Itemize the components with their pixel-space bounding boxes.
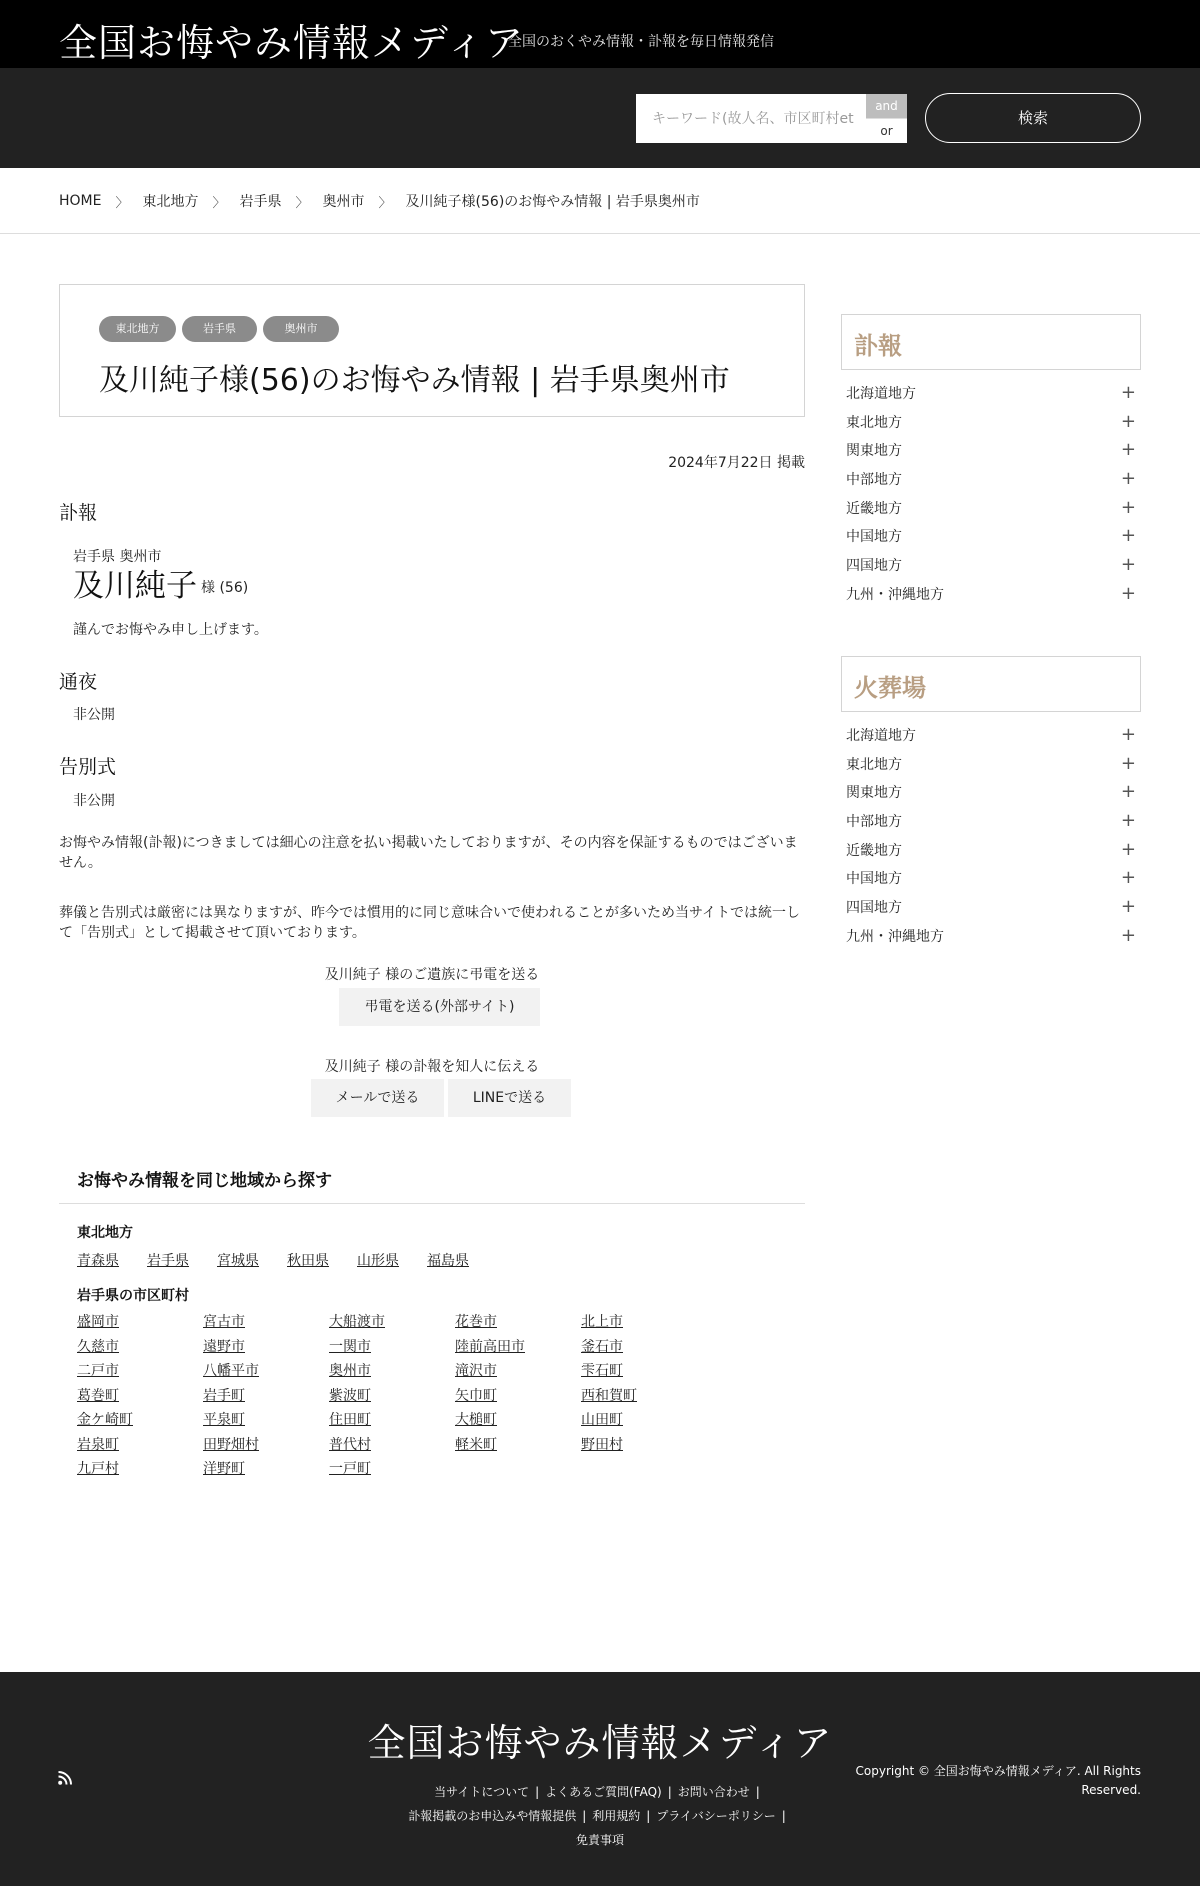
chevron-right-icon: 〉 — [378, 195, 392, 211]
prefecture-link[interactable]: 山形県 — [357, 1253, 399, 1269]
top-header — [0, 0, 1200, 68]
sidebar-region-label: 東北地方 — [846, 414, 902, 431]
copyright-line: Copyright © 全国お悔やみ情報メディア. All Rights — [855, 1764, 1141, 1778]
sidebar-region-label: 四国地方 — [846, 900, 902, 917]
sidebar-region-item[interactable] — [846, 837, 1140, 866]
prefecture-link[interactable]: 青森県 — [77, 1253, 119, 1269]
plus-icon[interactable]: + — [1120, 525, 1136, 547]
plus-icon[interactable]: + — [1120, 867, 1136, 889]
city-link[interactable]: 遠野市 — [203, 1338, 245, 1355]
sidebar-crematorium-box — [841, 656, 1141, 712]
city-link[interactable]: 葛巻町 — [77, 1387, 119, 1404]
plus-icon[interactable]: + — [1120, 781, 1136, 803]
sidebar-region-label: 関東地方 — [846, 785, 902, 802]
plus-icon[interactable]: + — [1120, 410, 1136, 432]
plus-icon[interactable]: + — [1120, 496, 1136, 518]
search-button[interactable]: 検索 — [925, 93, 1141, 143]
breadcrumb-divider — [0, 233, 1200, 234]
sidebar-region-item[interactable] — [846, 779, 1140, 808]
city-link[interactable]: 岩手町 — [203, 1387, 245, 1404]
city-link[interactable]: 矢巾町 — [455, 1387, 497, 1404]
sidebar-region-label: 北海道地方 — [846, 728, 916, 744]
region-search-heading: お悔やみ情報を同じ地域から探す — [77, 1171, 332, 1191]
article-header-card — [59, 284, 805, 417]
sidebar-region-item[interactable] — [846, 751, 1140, 780]
sidebar-region-item[interactable] — [846, 808, 1140, 837]
sidebar-region-label: 九州・沖縄地方 — [846, 928, 944, 945]
sidebar-region-item[interactable] — [846, 722, 1140, 751]
funeral-terminology-notice: 葬儀と告別式は厳密には異なりますが、昨今では慣用的に同じ意味合いで使われることが多いため当サイトでは統一して「告別式」として掲載させて頂いております。 — [59, 905, 801, 941]
footer-link-separator: | — [535, 1785, 540, 1799]
sidebar-region-item[interactable] — [846, 552, 1140, 581]
share-mail-button[interactable]: メールで送る — [311, 1079, 444, 1117]
post-date: 2024年7月22日 掲載 — [668, 455, 805, 471]
city-link[interactable]: 宮古市 — [203, 1314, 245, 1330]
footer-link[interactable]: 免責事項 — [575, 1833, 624, 1847]
search-bar — [0, 68, 1200, 168]
city-link[interactable]: 田野畑村 — [203, 1436, 259, 1453]
sidebar-region-label: 中部地方 — [846, 814, 902, 831]
footer-link-separator: | — [646, 1809, 651, 1823]
funeral-value: 非公開 — [73, 793, 115, 809]
footer-link[interactable]: 利用規約 — [592, 1809, 641, 1823]
sidebar-region-label: 関東地方 — [846, 443, 902, 460]
city-link[interactable]: 洋野町 — [203, 1461, 245, 1477]
city-link[interactable]: 大槌町 — [455, 1412, 497, 1428]
breadcrumb — [59, 190, 700, 212]
wake-heading: 通夜 — [59, 671, 98, 693]
rss-icon[interactable] — [58, 1771, 72, 1785]
sidebar-obituary-title: 訃報 — [854, 332, 902, 360]
plus-icon[interactable]: + — [1120, 896, 1136, 918]
funeral-heading: 告別式 — [59, 756, 117, 778]
footer-link[interactable]: 訃報掲載のお申込みや情報提供 — [408, 1809, 577, 1823]
breadcrumb-home[interactable]: HOME — [59, 193, 102, 209]
city-link[interactable]: 金ケ崎町 — [77, 1412, 133, 1428]
city-link[interactable]: 九戸村 — [77, 1461, 119, 1477]
site-title[interactable]: 全国お悔やみ情報メディア — [59, 21, 524, 65]
plus-icon[interactable]: + — [1120, 382, 1136, 403]
sidebar-region-item[interactable] — [846, 581, 1140, 610]
footer-link-separator: | — [755, 1785, 760, 1799]
footer-link[interactable]: 当サイトについて — [434, 1785, 530, 1799]
share-line-button[interactable]: LINEで送る — [448, 1079, 571, 1117]
footer-link[interactable]: プライバシーポリシー — [656, 1809, 776, 1823]
sidebar-region-label: 近畿地方 — [846, 842, 902, 859]
chevron-right-icon: 〉 — [115, 195, 129, 211]
plus-icon[interactable]: + — [1120, 468, 1136, 490]
city-link[interactable]: 雫石町 — [581, 1363, 623, 1379]
sidebar-region-label: 中部地方 — [846, 472, 902, 489]
sidebar-region-label: 東北地方 — [846, 756, 902, 773]
copyright — [841, 1762, 1141, 1800]
disclaimer-notice: お悔やみ情報(訃報)につきましては細心の注意を払い掲載いたしておりますが、その内容を保証するものではございません。 — [59, 835, 798, 871]
city-link-grid — [77, 1312, 777, 1480]
sidebar-obituary-list — [846, 380, 1140, 610]
city-link[interactable]: 釜石市 — [581, 1338, 623, 1355]
city-link[interactable]: 住田町 — [329, 1412, 371, 1428]
footer-link[interactable]: お問い合わせ — [677, 1785, 750, 1799]
city-link[interactable]: 陸前高田市 — [455, 1338, 525, 1355]
chevron-right-icon: 〉 — [212, 195, 226, 211]
city-link[interactable]: 一戸町 — [329, 1461, 371, 1477]
deceased-age: 様 (56) — [201, 580, 249, 596]
plus-icon[interactable]: + — [1120, 582, 1136, 604]
plus-icon[interactable]: + — [1120, 924, 1136, 946]
cities-label: 岩手県の市区町村 — [77, 1288, 189, 1304]
city-link[interactable]: 平泉町 — [203, 1412, 245, 1428]
city-link[interactable]: 紫波町 — [329, 1387, 371, 1404]
region-divider — [59, 1203, 805, 1204]
plus-icon[interactable]: + — [1120, 810, 1136, 832]
footer-links-row — [400, 1828, 800, 1852]
sidebar-region-item[interactable] — [846, 923, 1140, 952]
deceased-name: 及川純子 — [73, 568, 197, 604]
plus-icon[interactable]: + — [1120, 439, 1136, 461]
city-link[interactable]: 二戸市 — [77, 1363, 119, 1379]
sidebar-crematorium-title: 火葬場 — [854, 674, 926, 702]
and-option[interactable]: and — [866, 94, 907, 118]
city-link[interactable]: 北上市 — [581, 1314, 623, 1330]
city-link[interactable]: 山田町 — [581, 1412, 623, 1428]
and-or-toggle[interactable] — [866, 94, 907, 143]
obituary-heading: 訃報 — [59, 502, 98, 524]
sidebar-region-label: 近畿地方 — [846, 500, 902, 517]
city-link[interactable]: 奥州市 — [329, 1363, 371, 1379]
tag-city[interactable]: 奥州市 — [263, 316, 339, 342]
send-telegram-button[interactable]: 弔電を送る(外部サイト) — [339, 988, 540, 1026]
sidebar-region-item[interactable] — [846, 523, 1140, 552]
condolence-text: 謹んでお悔やみ申し上げます。 — [73, 622, 268, 638]
region-label: 東北地方 — [77, 1225, 133, 1241]
city-link[interactable]: 西和賀町 — [581, 1387, 637, 1404]
prefecture-link[interactable]: 岩手県 — [147, 1253, 189, 1269]
city-link[interactable]: 野田村 — [581, 1436, 623, 1453]
deceased-location: 岩手県 奥州市 — [73, 549, 162, 565]
site-tagline: 全国のおくやみ情報・訃報を毎日情報発信 — [508, 34, 774, 50]
footer-site-title[interactable]: 全国お悔やみ情報メディア — [367, 1721, 833, 1765]
sidebar-region-item[interactable] — [846, 437, 1140, 466]
telegram-label: 及川純子 様のご遺族に弔電を送る — [324, 967, 540, 983]
city-link[interactable]: 一関市 — [329, 1338, 371, 1355]
sidebar-region-label: 九州・沖縄地方 — [846, 586, 944, 603]
page-title: 及川純子様(56)のお悔やみ情報 | 岩手県奥州市 — [99, 363, 730, 398]
prefecture-link[interactable]: 福島県 — [427, 1253, 469, 1269]
sidebar-region-label: 北海道地方 — [846, 386, 916, 402]
city-link[interactable]: 軽米町 — [455, 1436, 497, 1453]
city-link[interactable]: 普代村 — [329, 1436, 371, 1453]
sidebar-region-item[interactable] — [846, 409, 1140, 438]
footer-links-row — [400, 1780, 800, 1804]
sidebar-region-item[interactable] — [846, 865, 1140, 894]
sidebar-region-label: 四国地方 — [846, 558, 902, 575]
footer-link-separator: | — [582, 1809, 587, 1823]
breadcrumb-region[interactable]: 東北地方 — [142, 194, 199, 210]
breadcrumb-city[interactable]: 奥州市 — [322, 194, 365, 210]
plus-icon[interactable]: + — [1120, 752, 1136, 774]
city-link[interactable]: 大船渡市 — [329, 1314, 385, 1330]
sidebar-region-item[interactable] — [846, 894, 1140, 923]
city-link[interactable]: 八幡平市 — [203, 1363, 259, 1379]
plus-icon[interactable]: + — [1120, 838, 1136, 860]
city-link[interactable]: 盛岡市 — [77, 1314, 119, 1330]
wake-value: 非公開 — [73, 707, 115, 723]
sidebar-region-label: 中国地方 — [846, 871, 902, 888]
breadcrumb-prefecture[interactable]: 岩手県 — [239, 194, 282, 210]
chevron-right-icon: 〉 — [295, 195, 309, 211]
prefecture-link[interactable]: 秋田県 — [287, 1253, 329, 1269]
tag-region[interactable]: 東北地方 — [99, 316, 176, 342]
footer-link[interactable]: よくあるご質問(FAQ) — [545, 1785, 662, 1799]
city-link[interactable]: 久慈市 — [77, 1338, 119, 1355]
prefecture-link[interactable]: 宮城県 — [217, 1253, 259, 1269]
or-option[interactable]: or — [866, 118, 907, 143]
sidebar-region-item[interactable] — [846, 380, 1140, 409]
footer-link-separator: | — [781, 1809, 786, 1823]
footer-links-row — [400, 1804, 800, 1828]
sidebar-obituary-box — [841, 314, 1141, 370]
copyright-line: Reserved. — [1081, 1783, 1141, 1797]
plus-icon[interactable]: + — [1120, 554, 1136, 576]
share-label: 及川純子 様の訃報を知人に伝える — [324, 1059, 540, 1075]
city-link[interactable]: 花巻市 — [455, 1314, 497, 1330]
sidebar-region-item[interactable] — [846, 466, 1140, 495]
sidebar-region-item[interactable] — [846, 495, 1140, 524]
tag-prefecture[interactable]: 岩手県 — [182, 316, 257, 342]
breadcrumb-current: 及川純子様(56)のお悔やみ情報 | 岩手県奥州市 — [405, 194, 700, 210]
footer-link-separator: | — [667, 1785, 672, 1799]
city-link[interactable]: 岩泉町 — [77, 1436, 119, 1453]
city-link[interactable]: 滝沢市 — [455, 1363, 497, 1379]
search-input[interactable] — [636, 94, 866, 143]
sidebar-region-label: 中国地方 — [846, 529, 902, 546]
sidebar-crematorium-list — [846, 722, 1140, 952]
plus-icon[interactable]: + — [1120, 724, 1136, 745]
